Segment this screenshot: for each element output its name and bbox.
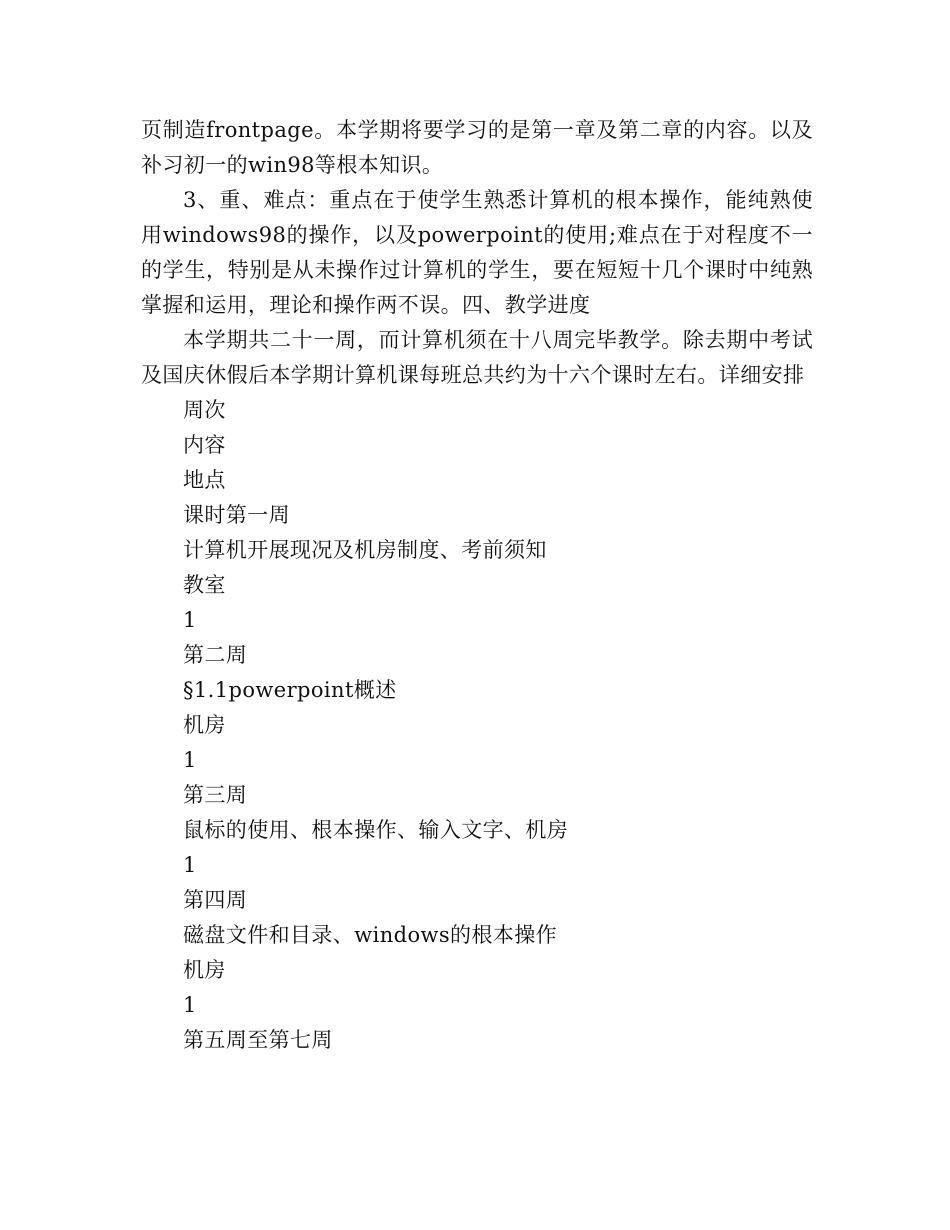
schedule-line: 磁盘文件和目录、windows的根本操作 xyxy=(183,923,558,947)
schedule-line: 1 xyxy=(183,993,197,1017)
paragraph-schedule-intro: 本学期共二十一周，而计算机须在十八周完毕教学。除去期中考试及国庆休假后本学期计算机课每班总共约为十六个课时左右。详细安排 xyxy=(141,328,813,387)
schedule-line: 计算机开展现况及机房制度、考前须知 xyxy=(183,538,547,562)
paragraph-continuation: 页制造frontpage。本学期将要学习的是第一章及第二章的内容。以及补习初一的win98等根本知识。 xyxy=(141,118,813,177)
schedule-line: 1 xyxy=(183,608,197,632)
schedule-line: 鼠标的使用、根本操作、输入文字、机房 xyxy=(183,818,569,842)
schedule-line: 1 xyxy=(183,853,197,877)
schedule-line: 1 xyxy=(183,748,197,772)
schedule-line: 地点 xyxy=(183,468,226,492)
schedule-line: 教室 xyxy=(183,573,226,597)
document-body xyxy=(141,113,813,1058)
schedule-line: 第三周 xyxy=(183,783,248,807)
schedule-line: 课时第一周 xyxy=(183,503,290,527)
paragraph-key-points: 3、重、难点：重点在于使学生熟悉计算机的根本操作，能纯熟使用windows98的操作，以及powerpoint的使用;难点在于对程度不一的学生，特别是从未操作过计算机的学生，要在短短十几个课时中纯熟掌握和运用，理论和操作两不误。四、教学进度 xyxy=(141,188,813,317)
schedule-line: 内容 xyxy=(183,433,226,457)
schedule-line: 第五周至第七周 xyxy=(183,1028,333,1052)
schedule-line: 机房 xyxy=(183,958,226,982)
schedule-line: 第四周 xyxy=(183,888,248,912)
schedule-line: 机房 xyxy=(183,713,226,737)
schedule-line: 第二周 xyxy=(183,643,248,667)
schedule-line: 周次 xyxy=(183,398,226,422)
schedule-line: §1.1powerpoint概述 xyxy=(183,678,397,702)
schedule-list xyxy=(141,393,813,1058)
